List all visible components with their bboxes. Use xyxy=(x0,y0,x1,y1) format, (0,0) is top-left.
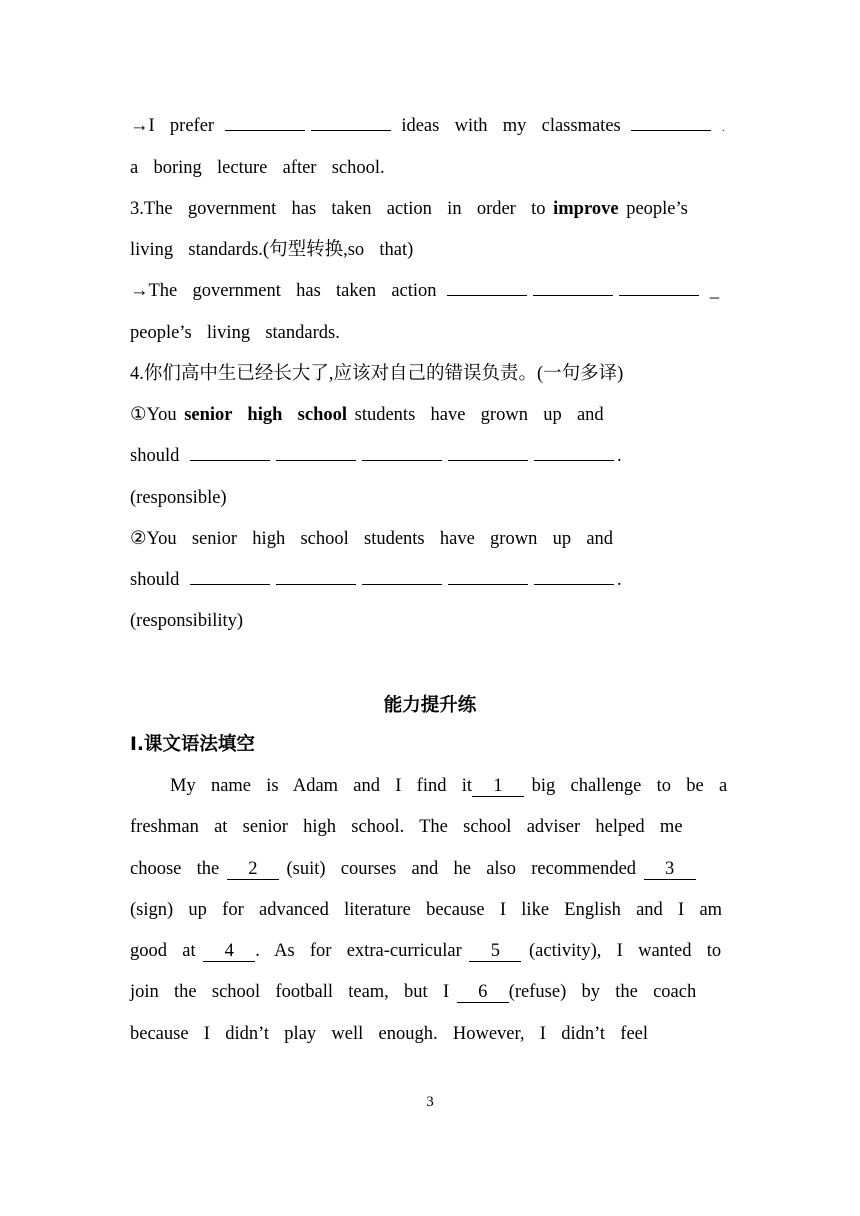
text: 3.The government has taken action in order to xyxy=(130,199,546,219)
text: (refuse) by the coach xyxy=(508,982,697,1002)
text: . xyxy=(616,446,622,466)
text: ideas with my classmates xyxy=(401,116,621,136)
text: ①You xyxy=(130,405,177,425)
passage-line xyxy=(130,980,696,1004)
text: join the school football team, but I xyxy=(130,982,450,1002)
answer-blank[interactable] xyxy=(190,444,270,461)
exercise-line xyxy=(130,279,719,303)
exercise-line: (responsibility) xyxy=(130,611,244,631)
text: should xyxy=(130,446,180,466)
text: . xyxy=(616,570,622,590)
numbered-blank[interactable]: 4 xyxy=(203,941,255,962)
answer-blank[interactable] xyxy=(631,114,711,131)
answer-blank[interactable] xyxy=(311,114,391,131)
bold-keyword: senior high school xyxy=(184,405,347,425)
numbered-blank[interactable]: 5 xyxy=(469,941,521,962)
text: big challenge to be a xyxy=(531,776,728,796)
bold-keyword: improve xyxy=(553,199,619,219)
answer-blank[interactable] xyxy=(276,444,356,461)
text: choose the xyxy=(130,859,220,879)
answer-blank[interactable] xyxy=(225,114,305,131)
passage-line: because I didn’t play well enough. However, I didn’t feel xyxy=(130,1024,649,1044)
exercise-line: people’s living standards. xyxy=(130,323,340,343)
numbered-blank[interactable]: 3 xyxy=(644,859,696,880)
answer-blank[interactable] xyxy=(534,444,614,461)
passage-line xyxy=(170,774,727,798)
numbered-blank[interactable]: 2 xyxy=(227,859,279,880)
passage-line xyxy=(130,939,721,963)
exercise-line xyxy=(130,444,622,468)
text: →I prefer xyxy=(130,116,215,136)
text: →The government has taken action xyxy=(130,281,437,301)
exercise-line: ②You senior high school students have grown up and xyxy=(130,529,614,549)
text: . As for extra-curricular xyxy=(255,941,462,961)
text: students have grown up and xyxy=(354,405,604,425)
passage-line: (sign) up for advanced literature because I like English and I am xyxy=(130,900,723,920)
numbered-blank[interactable]: 6 xyxy=(457,982,509,1003)
text: (activity), I wanted to xyxy=(529,941,722,961)
numbered-blank[interactable]: 1 xyxy=(472,776,524,797)
answer-blank[interactable] xyxy=(362,444,442,461)
answer-blank[interactable] xyxy=(276,568,356,585)
answer-blank[interactable] xyxy=(534,568,614,585)
text: _ xyxy=(709,281,720,301)
answer-blank[interactable] xyxy=(448,568,528,585)
answer-blank[interactable] xyxy=(190,568,270,585)
exercise-line xyxy=(130,568,622,592)
passage-line xyxy=(130,857,696,881)
text: . xyxy=(721,123,725,134)
exercise-line xyxy=(130,403,604,427)
exercise-line xyxy=(130,114,724,141)
exercise-line: (responsible) xyxy=(130,488,227,508)
subsection-title: Ⅰ.课文语法填空 xyxy=(130,734,255,755)
text: (suit) courses and he also recommended xyxy=(286,859,637,879)
answer-blank[interactable] xyxy=(619,279,699,296)
text: My name is Adam and I find it xyxy=(170,776,472,796)
answer-blank[interactable] xyxy=(362,568,442,585)
text: good at xyxy=(130,941,196,961)
exercise-line: a boring lecture after school. xyxy=(130,158,385,178)
exercise-line: 4.你们高中生已经长大了,应该对自己的错误负责。(一句多译) xyxy=(130,364,624,384)
section-title: 能力提升练 xyxy=(383,695,477,716)
passage-line: freshman at senior high school. The school adviser helped me xyxy=(130,817,683,837)
answer-blank[interactable] xyxy=(533,279,613,296)
text: should xyxy=(130,570,180,590)
text: people’s xyxy=(626,199,688,219)
exercise-line: living standards.(句型转换,so that) xyxy=(130,240,414,260)
answer-blank[interactable] xyxy=(448,444,528,461)
exercise-line xyxy=(130,197,688,221)
answer-blank[interactable] xyxy=(447,279,527,296)
page-number: 3 xyxy=(426,1094,434,1110)
